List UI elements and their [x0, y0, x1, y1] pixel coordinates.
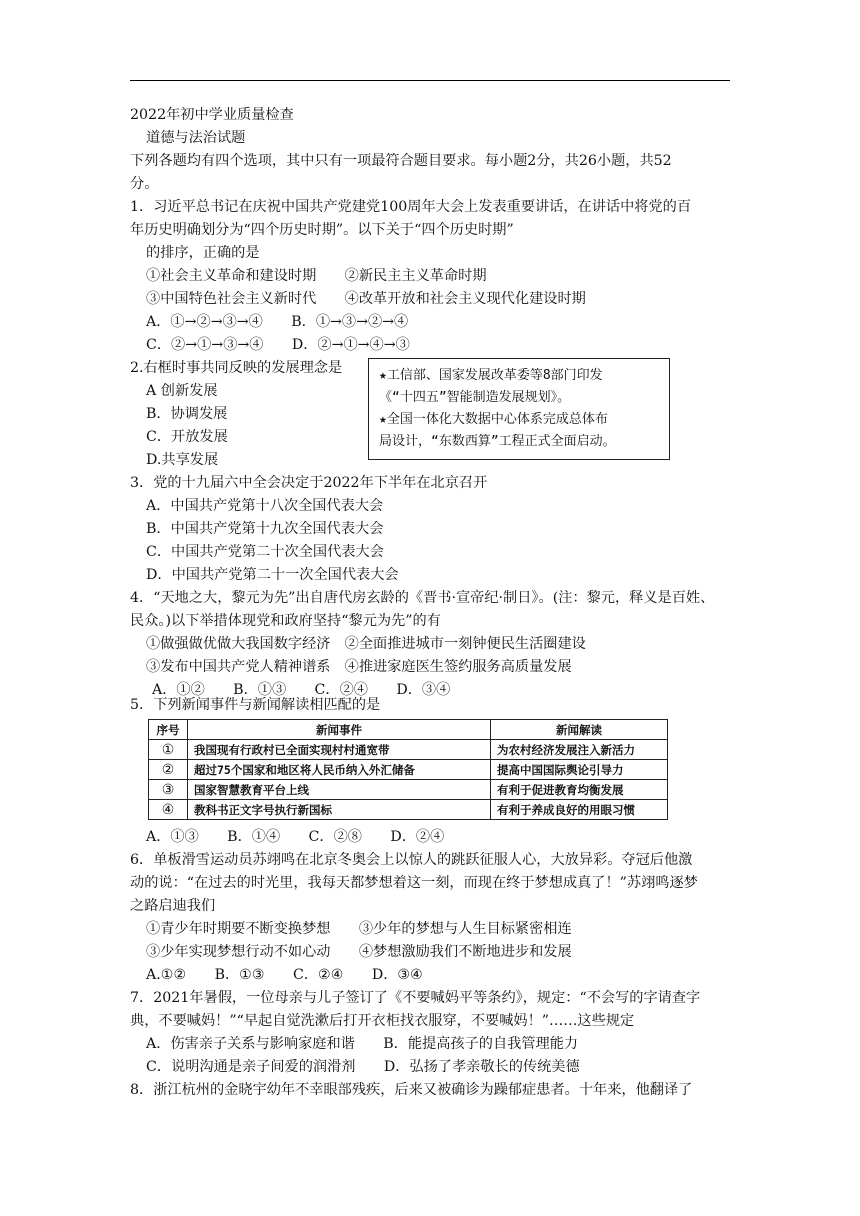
table-cell: 国家智慧教育平台上线 — [188, 780, 491, 800]
q2-option: B．协调发展 — [146, 406, 228, 422]
table-cell: ④ — [149, 800, 188, 820]
news-box-line: ★工信部、国家发展改革委等8部门印发 — [379, 368, 603, 383]
table-row — [149, 760, 668, 780]
q1-item: ③中国特色社会主义新时代 ④改革开放和社会主义现代化建设时期 — [146, 291, 586, 307]
q3-option: D．中国共产党第二十一次全国代表大会 — [146, 567, 399, 583]
q1-stem: 的排序，正确的是 — [146, 245, 260, 261]
q1-options: A．①→②→③→④ B．①→③→②→④ — [146, 314, 409, 330]
table-row — [149, 780, 668, 800]
q4-item: ①做强做优做大我国数字经济 ②全面推进城市一刻钟便民生活圈建设 — [146, 636, 586, 652]
q3-stem: 3．党的十九届六中全会决定于2022年下半年在北京召开 — [130, 475, 488, 491]
q1-stem: 年历史明确划分为“四个历史时期”。以下关于“四个历史时期” — [130, 222, 514, 238]
table-header: 序号 — [149, 720, 188, 740]
table-cell: ① — [149, 740, 188, 760]
news-box — [368, 358, 670, 460]
table-cell: ③ — [149, 780, 188, 800]
table-cell: 有利于促进教育均衡发展 — [491, 780, 668, 800]
q7-options: A．伤害亲子关系与影响家庭和谐 B．能提高孩子的自我管理能力 — [146, 1036, 579, 1052]
q4-stem: 4．“天地之大，黎元为先”出自唐代房玄龄的《晋书·宣帝纪·制日》。(注：黎元，释义是百姓、 — [130, 590, 715, 606]
table-cell: 我国现有行政村已全面实现村村通宽带 — [188, 740, 491, 760]
q2-option: D.共享发展 — [146, 452, 219, 468]
table-row — [149, 800, 668, 820]
table-cell: 提高中国国际舆论引导力 — [491, 760, 668, 780]
instructions-line: 下列各题均有四个选项，其中只有一项最符合题目要求。每小题2分，共26小题，共52 — [130, 153, 672, 169]
q4-item: ③发布中国共产党人精神谱系 ④推进家庭医生签约服务高质量发展 — [146, 659, 572, 675]
q1-item: ①社会主义革命和建设时期 ②新民主主义革命时期 — [146, 268, 487, 284]
q5-options: A．①③ B．①④ C．②⑧ D．②④ — [146, 829, 445, 845]
table-row — [149, 740, 668, 760]
q2-option: C．开放发展 — [146, 429, 228, 445]
q4-options: A．①② B．①③ C．②④ D．③④ — [152, 682, 451, 698]
q2-stem: 2.右框时事共同反映的发展理念是 — [130, 360, 343, 376]
q7-stem: 典，不要喊妈！”“早起自觉洗漱后打开衣柜找衣服穿，不要喊妈！”……这些规定 — [130, 1013, 635, 1029]
q5-stem: 5．下列新闻事件与新闻解读相匹配的是 — [130, 697, 381, 713]
q6-stem: 动的说：“在过去的时光里，我每天都梦想着这一刻，而现在终于梦想成真了！”苏翊鸣逐梦 — [130, 875, 698, 891]
q2-option: A 创新发展 — [146, 383, 218, 399]
table-header-row — [149, 720, 668, 740]
table-cell: 教科书正文字号执行新国标 — [188, 800, 491, 820]
table-header: 新闻解读 — [491, 720, 668, 740]
q6-stem: 6．单板滑雪运动员苏翊鸣在北京冬奥会上以惊人的跳跃征服人心，大放异彩。夺冠后他激 — [130, 852, 693, 868]
q3-option: C．中国共产党第二十次全国代表大会 — [146, 544, 384, 560]
q7-options: C．说明沟通是亲子间爱的润滑剂 D．弘扬了孝亲敬长的传统美德 — [146, 1059, 580, 1075]
q8-stem: 8．浙江杭州的金晓宇幼年不幸眼部残疾，后来又被确诊为躁郁症患者。十年来，他翻译了 — [130, 1082, 693, 1098]
exam-subtitle: 道德与法治试题 — [146, 130, 246, 146]
q3-option: B．中国共产党第十九次全国代表大会 — [146, 521, 384, 537]
q4-stem: 民众。)以下举措体现党和政府坚持“黎元为先”的有 — [130, 613, 441, 629]
table-cell: 有利于养成良好的用眼习惯 — [491, 800, 668, 820]
q7-stem: 7．2021年暑假，一位母亲与儿子签订了《不要喊妈平等条约》，规定：“不会写的字请查字 — [130, 990, 701, 1006]
table-cell: 超过75个国家和地区将人民币纳入外汇储备 — [188, 760, 491, 780]
table-header: 新闻事件 — [188, 720, 491, 740]
q3-option: A．中国共产党第十八次全国代表大会 — [146, 498, 384, 514]
q6-stem: 之路启迪我们 — [130, 898, 216, 914]
table-cell: ② — [149, 760, 188, 780]
header-rule — [130, 80, 730, 81]
q1-options: C．②→①→③→④ D．②→①→④→③ — [146, 337, 410, 353]
exam-title: 2022年初中学业质量检查 — [130, 107, 294, 123]
q1-stem: 1．习近平总书记在庆祝中国共产党建党100周年大会上发表重要讲话，在讲话中将党的百 — [130, 199, 692, 215]
news-box-line: ★全国一体化大数据中心体系完成总体布 — [379, 412, 608, 427]
q6-item: ③少年实现梦想行动不如心动 ④梦想激励我们不断地进步和发展 — [146, 944, 572, 960]
q6-options: A.①② B．①③ C．②④ D．③④ — [146, 967, 423, 983]
table-cell: 为农村经济发展注入新活力 — [491, 740, 668, 760]
news-box-line: 《“十四五”智能制造发展规划》。 — [379, 390, 571, 405]
q6-item: ①青少年时期要不断变换梦想 ③少年的梦想与人生目标紧密相连 — [146, 921, 572, 937]
news-box-line: 局设计，“东数西算”工程正式全面启动。 — [379, 434, 616, 449]
news-table — [148, 719, 668, 820]
instructions-line: 分。 — [130, 176, 159, 192]
